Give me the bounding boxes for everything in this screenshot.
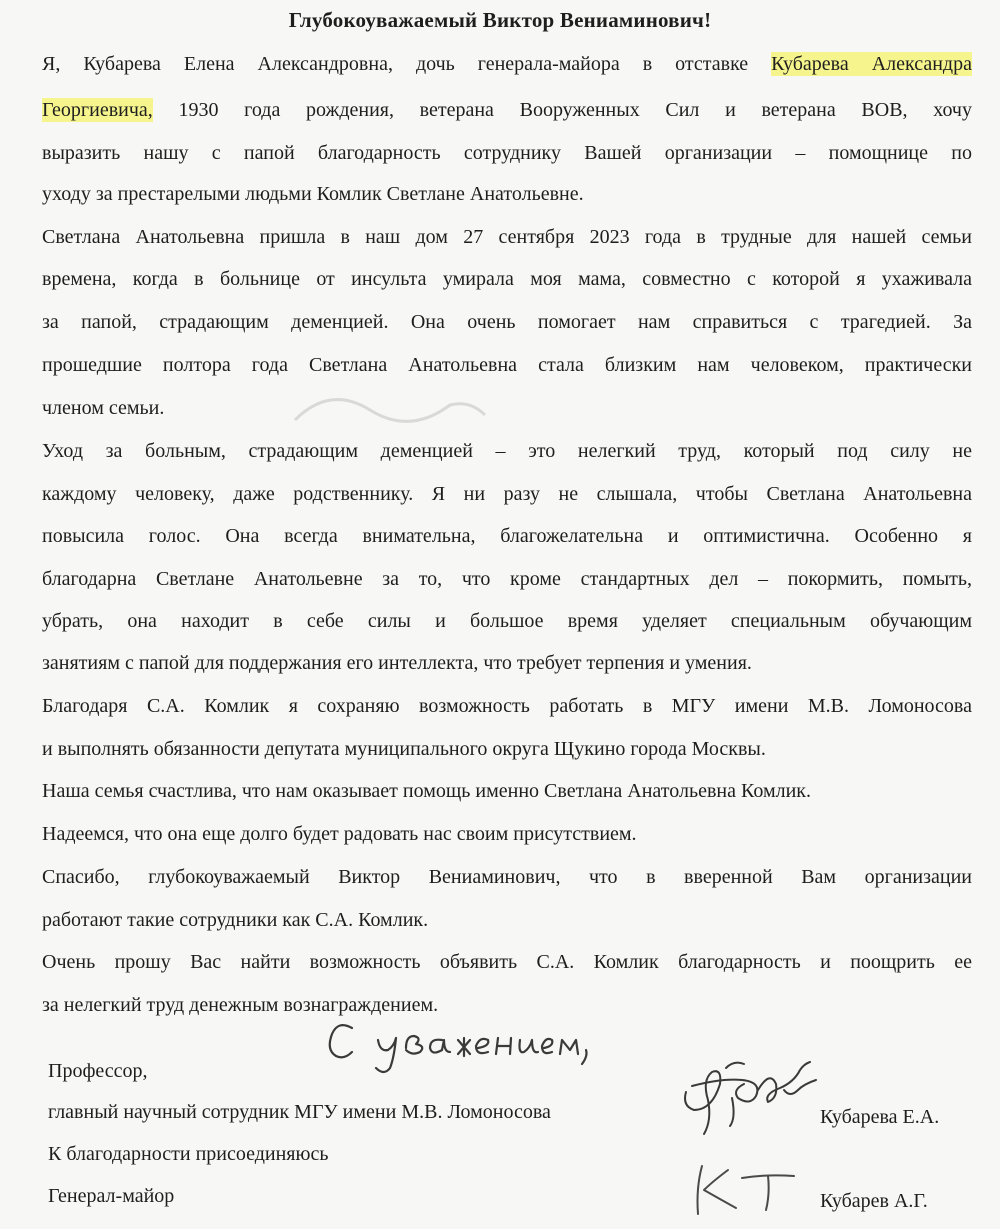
paragraph-1-line: выразить нашу с папой благодарность сотруднику Вашей организации – помощнице по: [42, 142, 972, 164]
paragraph-1-line: уходу за престарелыми людьми Комлик Светлане Анатольевне.: [42, 183, 584, 205]
highlighted-name: Георгиевича,: [42, 99, 153, 121]
paragraph-2-line: прошедшие полтора года Светлана Анатольевна стала близким нам человеком, практически: [42, 354, 972, 376]
co-signer-name: Кубарев А.Г.: [820, 1190, 928, 1212]
paragraph-3-line: занятиям с папой для поддержания его интеллекта, что требует терпения и умения.: [42, 652, 752, 674]
co-signer-note: К благодарности присоединяюсь: [48, 1143, 329, 1165]
paragraph-4-line: Благодаря С.А. Комлик я сохраняю возможность работать в МГУ имени М.В. Ломоносова: [42, 695, 972, 717]
signature-kubarev: [682, 1148, 812, 1223]
paragraph-6-line: работают такие сотрудники как С.А. Комлик.: [42, 909, 429, 931]
signature-kubareva: [672, 1050, 822, 1140]
highlighted-name: Кубарева Александра: [771, 53, 972, 75]
signer-title: Профессор,: [48, 1060, 148, 1082]
paragraph-7-line: за нелегкий труд денежным вознаграждением.: [42, 994, 439, 1016]
paragraph-2-line: времена, когда в больнице от инсульта умирала моя мама, совместно с которой я ухаживала: [42, 268, 972, 290]
paragraph-3-line: Уход за больным, страдающим деменцией – это нелегкий труд, который под силу не: [42, 440, 972, 462]
paragraph-1-line: [42, 50, 972, 78]
paragraph-5-line: Надеемся, что она еще долго будет радовать нас своим присутствием.: [42, 823, 637, 845]
paragraph-2-line: членом семьи.: [42, 397, 165, 419]
paragraph-3-line: благодарна Светлане Анатольевне за то, что кроме стандартных дел – покормить, помыть,: [42, 568, 972, 590]
paragraph-7-line: Очень прошу Вас найти возможность объявить С.А. Комлик благодарность и поощрить ее: [42, 951, 972, 973]
paragraph-3-line: убрать, она находит в себе силы и большое время уделяет специальным обучающим: [42, 610, 972, 632]
paragraph-4-line: и выполнять обязанности депутата муниципального округа Щукино города Москвы.: [42, 738, 766, 760]
signer-name: Кубарева Е.А.: [820, 1106, 940, 1128]
paragraph-3-line: повысила голос. Она всегда внимательна, благожелательна и оптимистична. Особенно я: [42, 525, 972, 547]
text-run: 1930 года рождения, ветерана Вооруженных Сил и ветерана ВОВ, хочу: [152, 99, 972, 121]
text-run: Я, Кубарева Елена Александровна, дочь генерала-майора в отставке: [42, 53, 772, 75]
paragraph-5-line: Наша семья счастлива, что нам оказывает помощь именно Светлана Анатольевна Комлик.: [42, 780, 812, 802]
paragraph-1-line: [42, 96, 972, 124]
letter-salutation: Глубокоуважаемый Виктор Вениаминович!: [288, 8, 712, 32]
paragraph-6-line: Спасибо, глубокоуважаемый Виктор Вениаминович, что в вверенной Вам организации: [42, 866, 972, 888]
handwritten-closing: [320, 1010, 600, 1080]
paragraph-2-line: за папой, страдающим деменцией. Она очень помогает нам справиться с трагедией. За: [42, 311, 972, 333]
paragraph-2-line: Светлана Анатольевна пришла в наш дом 27 сентября 2023 года в трудные для нашей семьи: [42, 226, 972, 248]
paragraph-3-line: каждому человеку, даже родственнику. Я ни разу не слышала, чтобы Светлана Анатольевна: [42, 483, 972, 505]
co-signer-title: Генерал-майор: [48, 1185, 175, 1207]
signer-position: главный научный сотрудник МГУ имени М.В. Ломоносова: [48, 1101, 551, 1123]
